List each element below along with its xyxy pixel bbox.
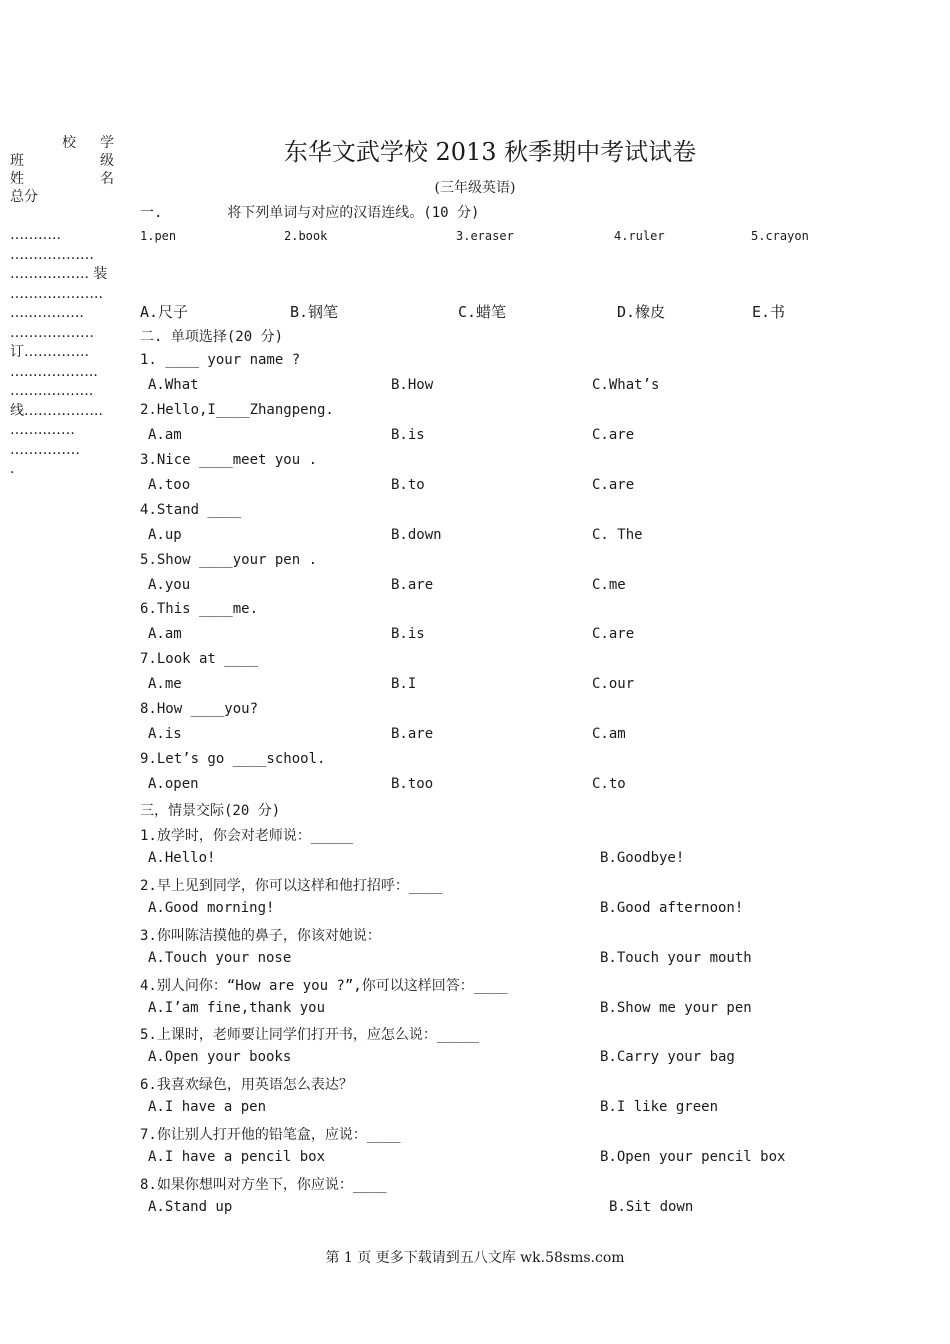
option-b: B.are: [391, 726, 434, 742]
option-b: B.Touch your mouth: [600, 950, 752, 966]
option-b: B.Open your pencil box: [600, 1149, 786, 1165]
dotted-line: ……..……….: [10, 383, 94, 399]
option-c: C.to: [592, 776, 626, 792]
option-a: A.Good morning!: [148, 900, 275, 916]
page-subtitle: (三年级英语): [434, 180, 516, 196]
option-a: A.too: [148, 477, 191, 493]
question-text: 5.上课时，老师要让同学们打开书，应怎么说：_____: [140, 1027, 479, 1043]
option-a: A.I’am fine,thank you: [148, 1000, 326, 1016]
option-c: C.am: [592, 726, 626, 742]
option-a: A.is: [148, 726, 182, 742]
option-a: A.am: [148, 626, 182, 642]
word-item: 5.crayon: [751, 229, 809, 243]
question-text: 6.This ____me.: [140, 601, 259, 617]
option-b: B.too: [391, 776, 434, 792]
meaning-item: C.蜡笔: [458, 303, 507, 321]
option-a: A.me: [148, 676, 182, 692]
class-label-right: 级: [100, 153, 114, 169]
dotted-line: ………………..: [10, 285, 103, 302]
section-3-heading: 三，情景交际(20 分): [140, 803, 281, 819]
option-b: B.Goodbye!: [600, 850, 685, 866]
meaning-item: A.尺子: [140, 303, 189, 321]
dotted-line: ……..……: [10, 422, 75, 438]
question-text: 6.我喜欢绿色，用英语怎么表达？: [140, 1077, 353, 1093]
option-a: A.Hello!: [148, 850, 216, 866]
dotted-line: …..…………..: [10, 363, 98, 380]
option-c: C.are: [592, 427, 635, 443]
dotted-line: 线……………..: [10, 402, 103, 419]
dotted-line: 订…………..: [10, 344, 89, 360]
question-text: 5.Show ____your pen .: [140, 552, 318, 568]
word-item: 4.ruler: [614, 229, 665, 243]
option-b: B.Show me your pen: [600, 1000, 752, 1016]
option-b: B.is: [391, 427, 425, 443]
option-b: B.down: [391, 527, 442, 543]
name-label-left: 姓: [10, 171, 24, 187]
option-b: B.I like green: [600, 1099, 719, 1115]
option-c: C.What’s: [592, 377, 660, 393]
option-c: C.are: [592, 477, 635, 493]
question-text: 3.Nice ____meet you .: [140, 452, 318, 468]
class-label-left: 班: [10, 153, 24, 169]
option-b: B.is: [391, 626, 425, 642]
total-score-label: 总分: [10, 189, 38, 205]
question-text: 3.你叫陈洁摸他的鼻子，你该对她说：: [140, 928, 381, 944]
binding-dotted-line: [10, 226, 114, 480]
option-a: A.Touch your nose: [148, 950, 292, 966]
page-title: 东华文武学校 2013 秋季期中考试试卷: [283, 138, 697, 166]
question-text: 4.Stand ____: [140, 502, 242, 518]
option-a: A.Open your books: [148, 1049, 292, 1065]
option-c: C. The: [592, 527, 643, 543]
option-b: B.Good afternoon!: [600, 900, 744, 916]
option-a: A.I have a pen: [148, 1099, 267, 1115]
page-footer: 第 1 页 更多下载请到五八文库 wk.58sms.com: [325, 1250, 625, 1266]
section-2-heading: 二. 单项选择(20 分): [140, 329, 284, 345]
school-label-left: 校: [62, 135, 76, 151]
option-b: B.Carry your bag: [600, 1049, 735, 1065]
word-item: 3.eraser: [456, 229, 514, 243]
question-text: 8.如果你想叫对方坐下，你应说：____: [140, 1177, 387, 1193]
question-text: 9.Let’s go ____school.: [140, 751, 326, 767]
option-b: B.are: [391, 577, 434, 593]
option-a: A.you: [148, 577, 191, 593]
section-1-title: 将下列单词与对应的汉语连线。(10 分): [227, 205, 480, 221]
name-label-right: 名: [100, 171, 114, 187]
meaning-item: E.书: [752, 303, 786, 321]
question-text: 1.放学时，你会对老师说：_____: [140, 828, 354, 844]
word-item: 1.pen: [140, 229, 177, 243]
dotted-line: ……………: [10, 441, 80, 458]
dotted-line: …………….. 装: [10, 266, 108, 282]
meaning-item: B.钢笔: [290, 303, 339, 321]
meaning-item: D.橡皮: [617, 303, 666, 321]
option-b: B.I: [391, 676, 417, 692]
option-a: A.open: [148, 776, 199, 792]
option-b: B.to: [391, 477, 425, 493]
question-text: 2.Hello,I____Zhangpeng.: [140, 402, 334, 418]
question-text: 7.你让别人打开他的铅笔盒，应说：____: [140, 1127, 401, 1143]
option-c: C.me: [592, 577, 626, 593]
question-text: 2.早上见到同学，你可以这样和他打招呼：____: [140, 878, 443, 894]
dotted-line: …..………..: [10, 305, 84, 321]
word-item: 2.book: [284, 229, 328, 243]
section-1-heading: [140, 202, 479, 222]
option-a: A.I have a pencil box: [148, 1149, 326, 1165]
option-a: A.What: [148, 377, 199, 393]
school-label-right: 学: [100, 135, 114, 151]
question-text: 8.How ____you?: [140, 701, 259, 717]
option-b: B.Sit down: [609, 1199, 694, 1215]
option-a: A.Stand up: [148, 1199, 233, 1215]
option-a: A.am: [148, 427, 182, 443]
option-c: C.are: [592, 626, 635, 642]
dotted-line: ………………: [10, 246, 94, 263]
dotted-line: .: [10, 461, 15, 477]
question-text: 1. ____ your name ?: [140, 352, 301, 368]
option-a: A.up: [148, 527, 182, 543]
section-1-number: 一.: [140, 205, 163, 221]
option-b: B.How: [391, 377, 434, 393]
question-text: 4.别人问你：“How are you ?”,你可以这样回答：____: [140, 978, 508, 994]
question-text: 7.Look at ____: [140, 651, 259, 667]
option-c: C.our: [592, 676, 635, 692]
dotted-line: ………………: [10, 324, 94, 341]
dotted-line: ………..: [10, 227, 61, 243]
